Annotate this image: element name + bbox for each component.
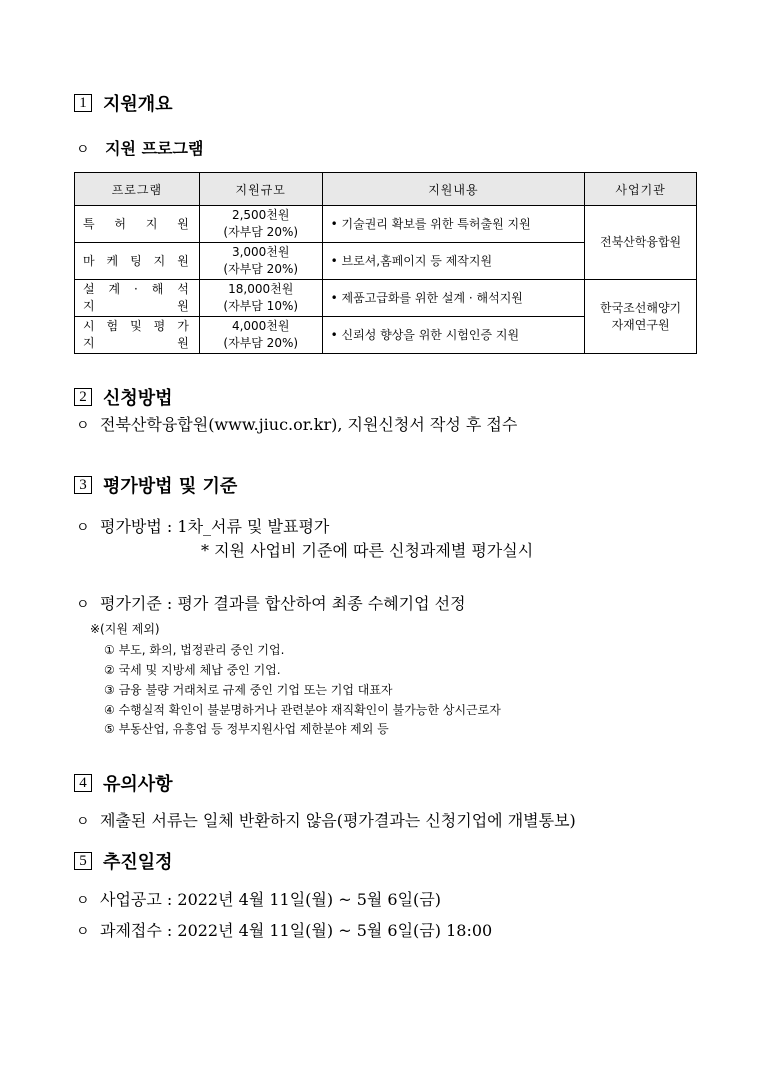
- subheading-program: [76, 136, 203, 159]
- circle-bullet-icon: ㅇ: [76, 814, 90, 830]
- program-cell: [75, 317, 200, 354]
- section-number: 5: [74, 852, 92, 870]
- section-title: 추진일정: [103, 852, 173, 873]
- exclusion-title: ※(지원 제외): [90, 622, 160, 636]
- scale-share: (자부담 20%): [223, 336, 299, 350]
- evaluation-criteria: [76, 591, 466, 614]
- circle-bullet-icon: ㅇ: [76, 597, 90, 613]
- section-number: 3: [74, 476, 92, 494]
- section-heading-evaluation: [74, 472, 237, 498]
- schedule-text: 사업공고 : 2022년 4월 11일(월) ~ 5월 6일(금): [100, 890, 442, 909]
- subheading-title: 지원 프로그램: [105, 139, 204, 158]
- section-heading-schedule: [74, 848, 173, 874]
- method-text: 평가방법 : 1차_서류 및 발표평가: [100, 517, 330, 536]
- scale-cell: [199, 280, 322, 317]
- method-note: * 지원 사업비 기준에 따른 신청과제별 평가실시: [201, 541, 534, 560]
- content-cell: • 신뢰성 향상을 위한 시험인증 지원: [322, 317, 585, 354]
- program-cell: [75, 280, 200, 317]
- scale-cell: [199, 243, 322, 280]
- evaluation-method: [76, 514, 329, 537]
- content-cell: • 브로셔,홈페이지 등 제작지원: [322, 243, 585, 280]
- program-name-cont: 지 원: [83, 336, 191, 350]
- program-name: 마 케 팅 지 원: [83, 253, 191, 268]
- content-cell: • 기술권리 확보를 위한 특허출원 지원: [322, 206, 585, 243]
- scale-cell: [199, 206, 322, 243]
- apply-bullet: [76, 412, 517, 435]
- circle-bullet-icon: ㅇ: [76, 893, 90, 909]
- section-heading-notes: [74, 770, 173, 796]
- program-name: 시 험 및 평 가: [83, 319, 191, 333]
- section-number: 4: [74, 774, 92, 792]
- program-name: 설 계 · 해 석: [83, 282, 191, 296]
- agency-name: 한국조선해양기: [600, 300, 682, 315]
- program-cell: [75, 243, 200, 280]
- schedule-item: [76, 887, 441, 910]
- program-cell: [75, 206, 200, 243]
- table-row: [75, 206, 697, 243]
- table-header: 지원규모: [199, 173, 322, 206]
- apply-text: 전북산학융합원(www.jiuc.or.kr), 지원신청서 작성 후 접수: [100, 415, 518, 434]
- agency-name-cont: 자재연구원: [611, 317, 670, 332]
- section-number: 1: [74, 94, 92, 112]
- section-title: 평가방법 및 기준: [103, 476, 238, 497]
- program-table: [74, 172, 697, 354]
- scale-amount: 18,000천원: [228, 282, 294, 296]
- criteria-text: 평가기준 : 평가 결과를 합산하여 최종 수혜기업 선정: [100, 594, 466, 613]
- scale-share: (자부담 20%): [223, 225, 299, 239]
- exclusion-item: ③ 금융 불량 거래처로 규제 중인 기업 또는 기업 대표자: [104, 683, 393, 697]
- notes-text: 제출된 서류는 일체 반환하지 않음(평가결과는 신청기업에 개별통보): [100, 811, 576, 830]
- agency-cell: [585, 280, 697, 354]
- program-name-cont: 지 원: [83, 299, 191, 313]
- table-header: 프로그램: [75, 173, 200, 206]
- scale-share: (자부담 20%): [223, 262, 299, 276]
- program-name: 특 허 지 원: [83, 216, 191, 231]
- circle-bullet-icon: ㅇ: [76, 520, 90, 536]
- table-header: 사업기관: [585, 173, 697, 206]
- table-header-row: [75, 173, 697, 206]
- scale-amount: 2,500천원: [231, 208, 290, 222]
- scale-amount: 4,000천원: [231, 319, 290, 333]
- scale-amount: 3,000천원: [231, 245, 290, 259]
- notes-bullet: [76, 808, 576, 831]
- table-row: [75, 280, 697, 317]
- scale-share: (자부담 10%): [223, 299, 299, 313]
- section-heading-apply: [74, 384, 173, 410]
- section-title: 지원개요: [103, 94, 173, 115]
- section-title: 신청방법: [103, 388, 173, 409]
- scale-cell: [199, 317, 322, 354]
- exclusion-item: ⑤ 부동산업, 유흥업 등 정부지원사업 제한분야 제외 등: [104, 722, 389, 736]
- exclusion-item: ② 국세 및 지방세 체납 중인 기업.: [104, 663, 281, 677]
- schedule-text: 과제접수 : 2022년 4월 11일(월) ~ 5월 6일(금) 18:00: [100, 921, 493, 940]
- circle-bullet-icon: ㅇ: [76, 924, 90, 940]
- section-number: 2: [74, 388, 92, 406]
- circle-bullet-icon: ㅇ: [76, 418, 90, 434]
- exclusion-item: ④ 수행실적 확인이 불분명하거나 관련분야 재직확인이 불가능한 상시근로자: [104, 703, 501, 717]
- circle-bullet-icon: ㅇ: [76, 142, 90, 158]
- section-title: 유의사항: [103, 774, 173, 795]
- content-cell: • 제품고급화를 위한 설계 · 해석지원: [322, 280, 585, 317]
- schedule-item: [76, 918, 492, 941]
- section-heading-overview: [74, 90, 173, 116]
- exclusion-item: ① 부도, 화의, 법정관리 중인 기업.: [104, 643, 285, 657]
- agency-cell: 전북산학융합원: [585, 206, 697, 280]
- table-header: 지원내용: [322, 173, 585, 206]
